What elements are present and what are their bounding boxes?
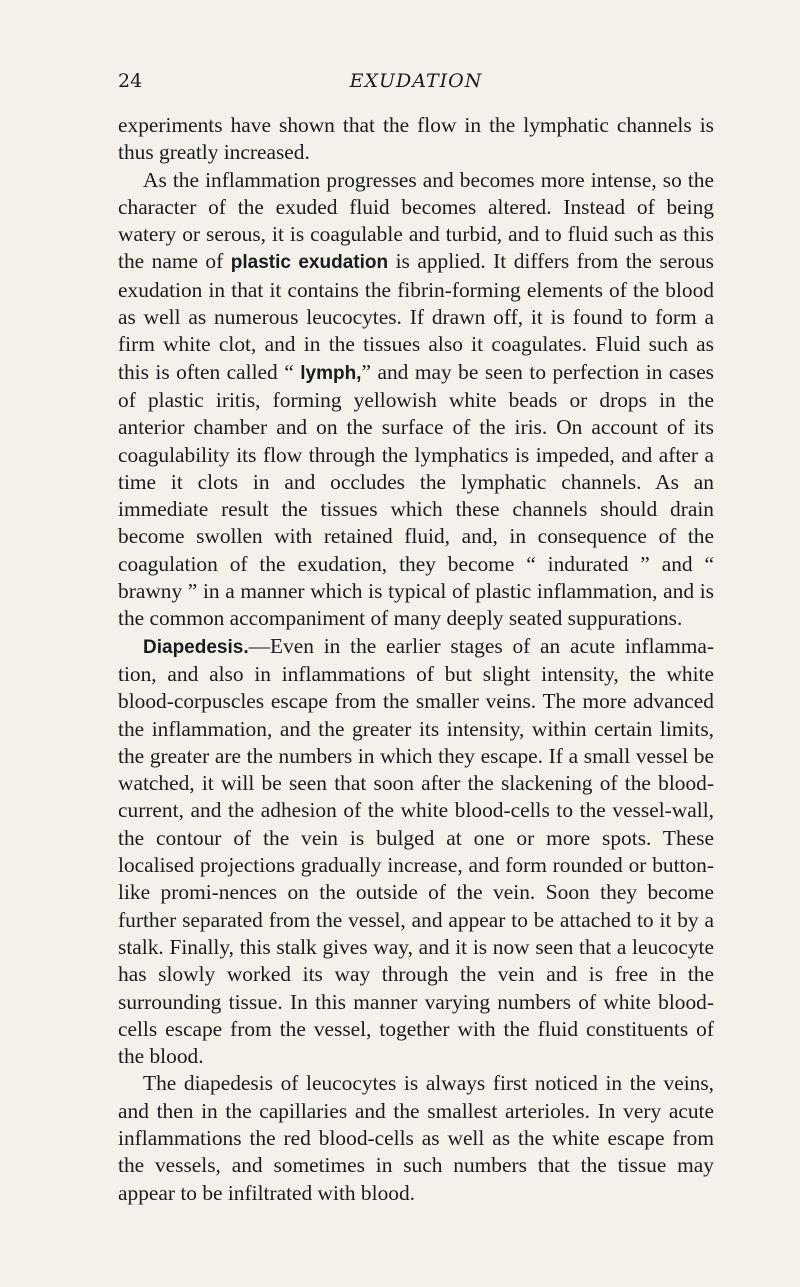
paragraph-leucocytes (118, 1070, 714, 1206)
page-number: 24 (118, 70, 143, 92)
paragraph-plastic-exudation (118, 167, 714, 633)
page-header (118, 70, 714, 98)
section-heading-diapedesis: Diapedesis. (143, 636, 249, 658)
running-title: EXUDATION (349, 70, 483, 92)
body-text (118, 112, 714, 1207)
paragraph-text-part1: As the inflammation progresses and becomes more intense, so the character of the exuded fluid becomes altered. Instead of being watery or serous, it is coagulable and turbid, and to fluid such as this the name of (118, 167, 714, 274)
paragraph-text-part2: is applied. It differs from the serous exudation in that it contains the fibrin-forming elements of the blood as well as numerous leucocytes. If drawn off, it is found to form a firm white clot, and in the tissues also it coagulates. Fluid such as this is often called “ (118, 249, 714, 384)
term-lymph: lymph, (300, 362, 362, 384)
paragraph-text: experiments have shown that the flow in the lymphatic channels is thus greatly increased. (118, 113, 714, 165)
term-plastic-exudation: plastic exudation (230, 252, 389, 274)
paragraph-continuation (118, 112, 714, 167)
paragraph-text: —Even in the earlier stages of an acute inflamma-tion, and also in inflammations of but slight intensity, the white blood-corpuscles escape from the smaller veins. The more advanced the inflammation, and the greater its intensity, within certain limits, the greater are the numbers in which they escape. If a small vessel be watched, it will be seen that soon after the slackening of the blood-current, and the adhesion of the white blood-cells to the vessel-wall, the contour of the vein is bulged at one or more spots. These localised projections gradually increase, and form rounded or button-like promi-nences on the outside of the vein. Soon they become further separated from the vessel, and appear to be attached to it by a stalk. Finally, this stalk gives way, and it is now seen that a leucocyte has slowly worked its way through the vein and is free in the surrounding tissue. In this manner varying numbers of white blood-cells escape from the vessel, together with the fluid constituents of the blood. (118, 633, 714, 1069)
paragraph-text: The diapedesis of leucocytes is always first noticed in the veins, and then in the capillaries and the smallest arterioles. In very acute inflammations the red blood-cells as well as the white escape from the vessels, and sometimes in such numbers that the tissue may appear to be infiltrated with blood. (118, 1071, 714, 1205)
paragraph-diapedesis (118, 633, 714, 1071)
paragraph-text-part3: ” and may be seen to perfection in cases of plastic iritis, forming yellowish white beads or drops in the anterior chamber and on the surface of the iris. On account of its coagulability its flow through the lymphatics is impeded, and after a time it clots in and occludes the lymphatic channels. As an immediate result the tissues which these channels should drain become swollen with retained fluid, and, in consequence of the coagulation of the exudation, they become “ indurated ” and “ brawny ” in a manner which is typical of plastic inflammation, and is the common accompaniment of many deeply seated suppurations. (118, 359, 715, 631)
